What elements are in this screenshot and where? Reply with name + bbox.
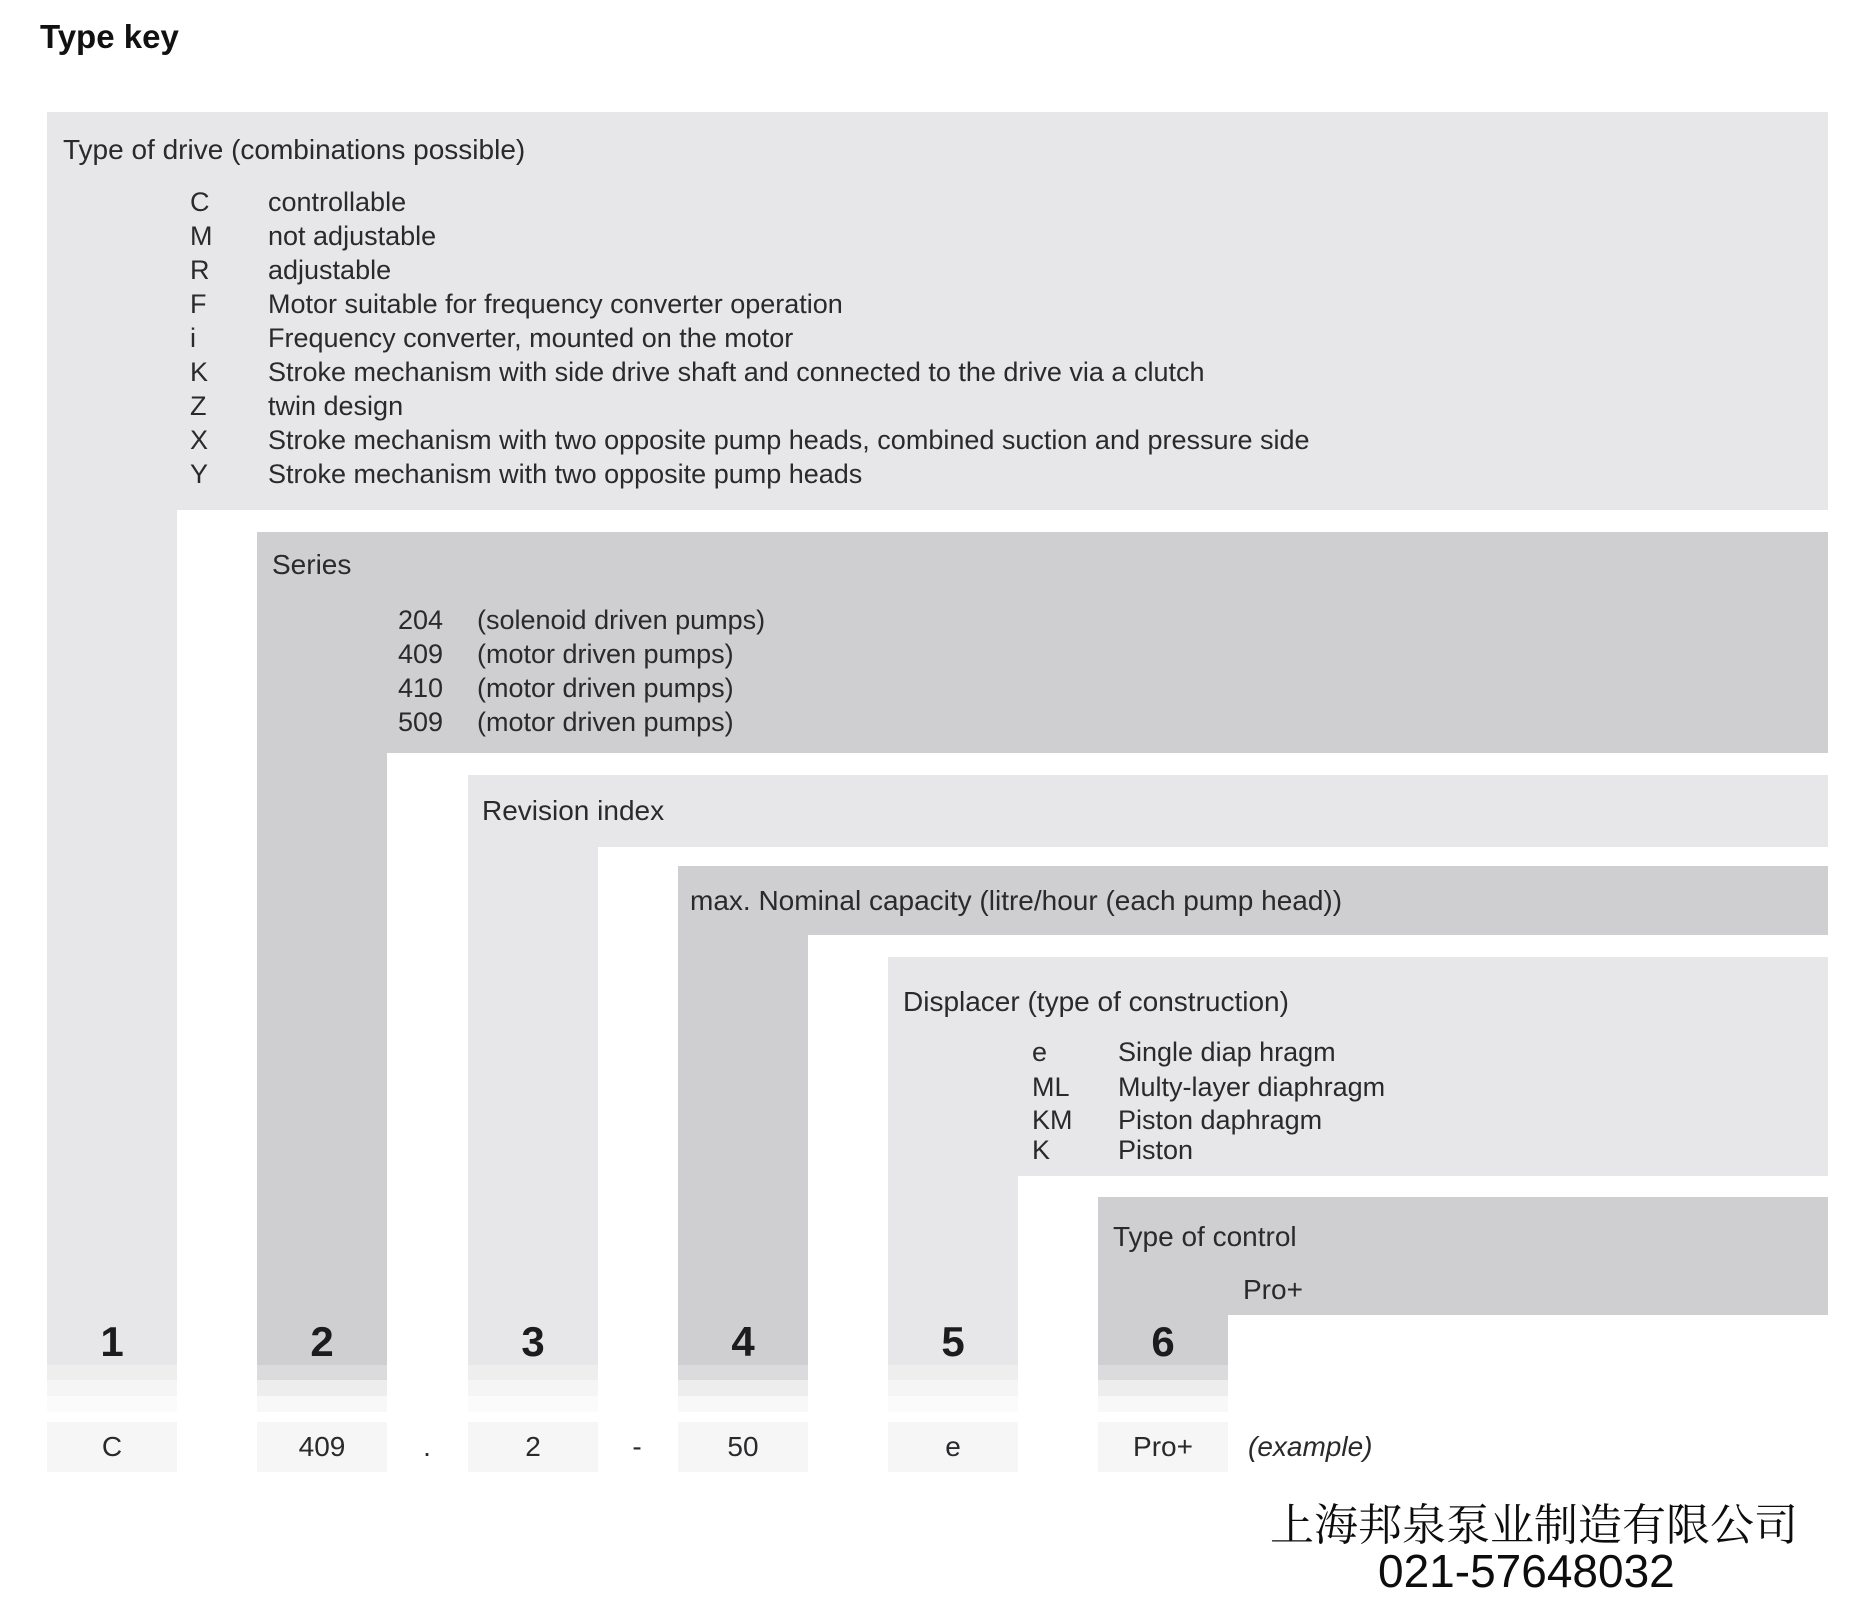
list-item: e Single diap hragm xyxy=(1032,1037,1336,1067)
position-number-4: 4 xyxy=(731,1318,755,1365)
example-value-3: 2 xyxy=(468,1422,598,1472)
section-title: Type of control xyxy=(1113,1221,1297,1252)
position-number-6: 6 xyxy=(1151,1318,1175,1365)
column-leg-4 xyxy=(678,935,808,1365)
section-title: Type of drive (combinations possible) xyxy=(63,134,526,165)
position-number-5: 5 xyxy=(941,1318,965,1365)
section-title: Revision index xyxy=(482,795,665,826)
list-item: X Stroke mechanism with two opposite pump heads, combined suction and pressure side xyxy=(190,425,1310,455)
example-separator-dash: - xyxy=(632,1431,642,1462)
control-option-pro-plus: Pro+ xyxy=(1243,1274,1303,1305)
section-type-of-control xyxy=(1098,1197,1828,1315)
section-series xyxy=(257,532,1828,753)
section-title: max. Nominal capacity (litre/hour (each pump head)) xyxy=(690,885,1343,916)
list-item: C controllable xyxy=(190,187,407,217)
watermark-company-name: 上海邦泉泵业制造有限公司 xyxy=(1270,1501,1798,1550)
column-leg-5 xyxy=(888,1176,1018,1365)
position-number-3: 3 xyxy=(521,1318,545,1365)
leg-steps-5 xyxy=(888,1365,1018,1412)
page-title: Type key xyxy=(40,18,179,55)
example-value-4: 50 xyxy=(678,1422,808,1472)
watermark-phone-number: 021-57648032 xyxy=(1378,1545,1675,1597)
leg-steps-2 xyxy=(257,1365,387,1412)
section-nominal-capacity xyxy=(678,866,1828,935)
list-item: K Piston xyxy=(1032,1135,1194,1165)
leg-steps-4 xyxy=(678,1365,808,1412)
section-title: Displacer (type of construction) xyxy=(903,986,1289,1017)
list-item: i Frequency converter, mounted on the motor xyxy=(190,323,794,353)
column-leg-3 xyxy=(468,847,598,1365)
section-type-of-drive xyxy=(47,112,1828,510)
list-item: KM Piston daphragm xyxy=(1032,1105,1323,1135)
example-value-5: e xyxy=(888,1422,1018,1472)
leg-steps-3 xyxy=(468,1365,598,1412)
section-title: Series xyxy=(272,549,352,580)
list-item: 409 (motor driven pumps) xyxy=(398,639,734,669)
column-leg-6 xyxy=(1098,1315,1228,1365)
list-item: 410 (motor driven pumps) xyxy=(398,673,734,703)
leg-steps-6 xyxy=(1098,1365,1228,1412)
example-value-2: 409 xyxy=(257,1422,387,1472)
position-number-2: 2 xyxy=(310,1318,334,1365)
list-item: ML Multy-layer diaphragm xyxy=(1032,1072,1386,1102)
list-item: Y Stroke mechanism with two opposite pump heads xyxy=(190,459,863,489)
example-label: (example) xyxy=(1248,1431,1373,1462)
example-value-6: Pro+ xyxy=(1098,1422,1228,1472)
leg-steps-1 xyxy=(47,1365,177,1412)
column-leg-2 xyxy=(257,753,387,1365)
list-item: K Stroke mechanism with side drive shaft and connected to the drive via a clutch xyxy=(190,357,1205,387)
list-item: M not adjustable xyxy=(190,221,437,251)
example-separator-dot: . xyxy=(423,1431,431,1462)
list-item: 509 (motor driven pumps) xyxy=(398,707,734,737)
list-item: F Motor suitable for frequency converter operation xyxy=(190,289,843,319)
list-item: Z twin design xyxy=(190,391,404,421)
example-value-1: C xyxy=(47,1422,177,1472)
list-item: 204 (solenoid driven pumps) xyxy=(398,605,766,635)
position-number-1: 1 xyxy=(100,1318,124,1365)
section-displacer xyxy=(888,957,1828,1176)
list-item: R adjustable xyxy=(190,255,392,285)
section-revision-index xyxy=(468,775,1828,847)
column-leg-1 xyxy=(47,510,177,1365)
